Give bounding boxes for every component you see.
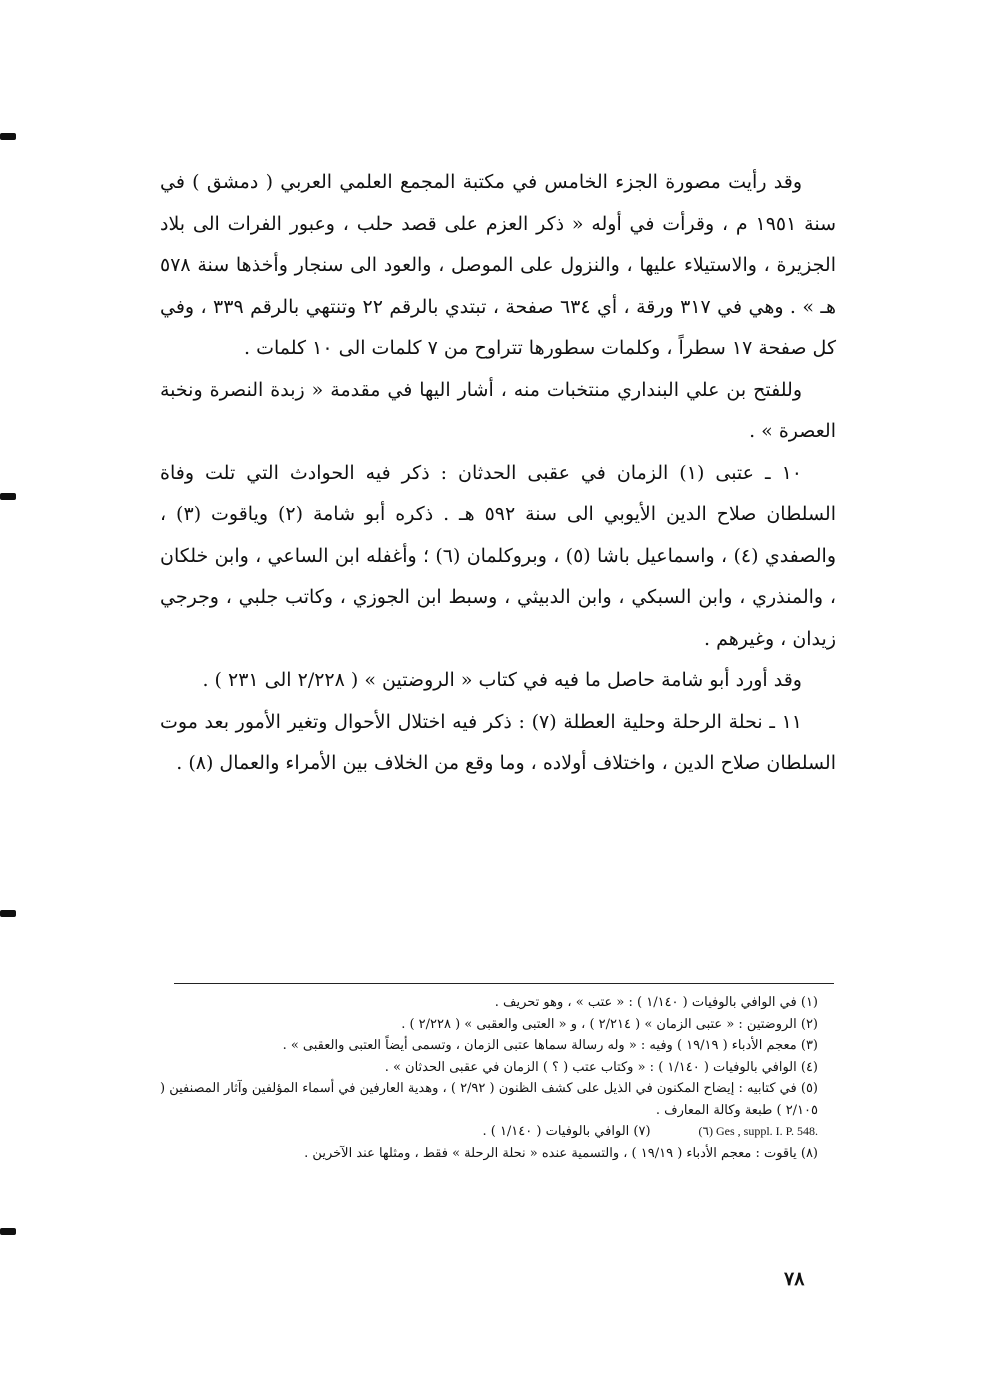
paragraph-bundari-selections: وللفتح بن علي البنداري منتخبات منه ، أشار اليها في مقدمة « زبدة النصرة ونخبة العصرة » . (160, 378, 836, 442)
footnote-8: (٨) ياقوت : معجم الأدباء ( ١٩/١٩ ) ، والتسمية عنده « نحلة الرحلة » فقط ، ومثلها عند الآخرين . (304, 1145, 818, 1161)
page-number: ٧٨ (784, 1268, 805, 1290)
footnote: (١) في الوافي بالوفيات ( ١/١٤٠ ) : « عتب » ، وهو تحريف . (494, 995, 818, 1010)
scan-edge-mark (0, 493, 16, 500)
footnote-6: (٦) Ges , suppl. I. P. 548. (698, 1124, 818, 1138)
footnote-pair (160, 1121, 818, 1143)
footnotes (160, 992, 836, 1164)
footnote-divider (174, 983, 834, 984)
main-text (160, 162, 836, 785)
paragraph-item-11: ١١ ـ نحلة الرحلة وحلية العطلة (٧) : ذكر فيه اختلال الأحوال وتغير الأمور بعد موت السلطان صلاح الدين ، واختلاف أولاده ، وما وقع من الخلاف بين الأمراء والعمال (٨) . (160, 710, 836, 774)
scan-edge-mark (0, 133, 16, 140)
scan-edge-mark (0, 1228, 16, 1235)
paragraph-item-10: ١٠ ـ عتبى (١) الزمان في عقبى الحدثان : ذكر فيه الحوادث التي تلت وفاة السلطان صلاح الدين الأيوبي الى سنة ٥٩٢ هـ . ذكره أبو شامة (٢) وياقوت (٣) ، والصفدي (٤) ، واسماعيل باشا (٥) ، وبروكلمان (٦) ؛ وأغفله ابن الساعي ، وابن خلكان ، والمنذري ، وابن السبكي ، وابن الدبيثي ، وسبط ابن الجوزي ، وكاتب جلبي ، وجرجي زيدان ، وغيرهم . (160, 461, 837, 650)
scan-edge-mark (0, 910, 16, 917)
paragraph-manuscript-description: وقد رأيت مصورة الجزء الخامس في مكتبة المجمع العلمي العربي ( دمشق ) في سنة ١٩٥١ م ، وقرأت في أوله « ذكر العزم على قصد حلب ، وعبور الفرات الى بلاد الجزيرة ، والاستيلاء عليها ، والنزول على الموصل ، والعود الى سنجار وأخذها سنة ٥٧٨ هـ » . وهي في ٣١٧ ورقة ، أي ٦٣٤ صفحة ، تبتدي بالرقم ٢٢ وتنتهي بالرقم ٣٣٩ ، وفي كل صفحة ١٧ سطراً ، وكلمات سطورها تتراوح من ٧ كلمات الى ١٠ كلمات . (160, 171, 836, 359)
footnote: (٥) في كتابيه : إيضاح المكنون في الذيل على كشف الظنون ( ٢/٩٢ ) ، وهدية العارفين في أسماء المؤلفين وآثار المصنفين ( ٢/١٠٥ ) طبعة وكالة المعارف . (160, 1081, 818, 1118)
footnote-7: (٧) الوافي بالوفيات ( ١/١٤٠ ) . (482, 1124, 651, 1139)
footnote: (٣) معجم الأدباء ( ١٩/١٩ ) وفيه : « وله رسالة سماها عتبى الزمان ، وتسمى أيضاً العتبى والعقبى » . (282, 1038, 818, 1053)
footnote: (٤) الوافي بالوفيات ( ١/١٤٠ ) : « وكتاب عتب ( ؟ ) الزمان في عقبى الحدثان » . (384, 1059, 818, 1075)
paragraph-abu-shama: وقد أورد أبو شامة حاصل ما فيه في كتاب « الروضتين » ( ٢/٢٢٨ الى ٢٣١ ) . (202, 669, 802, 691)
footnote: (٢) الروضتين : « عتبى الزمان » ( ٢/٢١٤ ) ، و « العتبى والعقبى » ( ٢/٢٢٨ ) . (401, 1016, 818, 1032)
